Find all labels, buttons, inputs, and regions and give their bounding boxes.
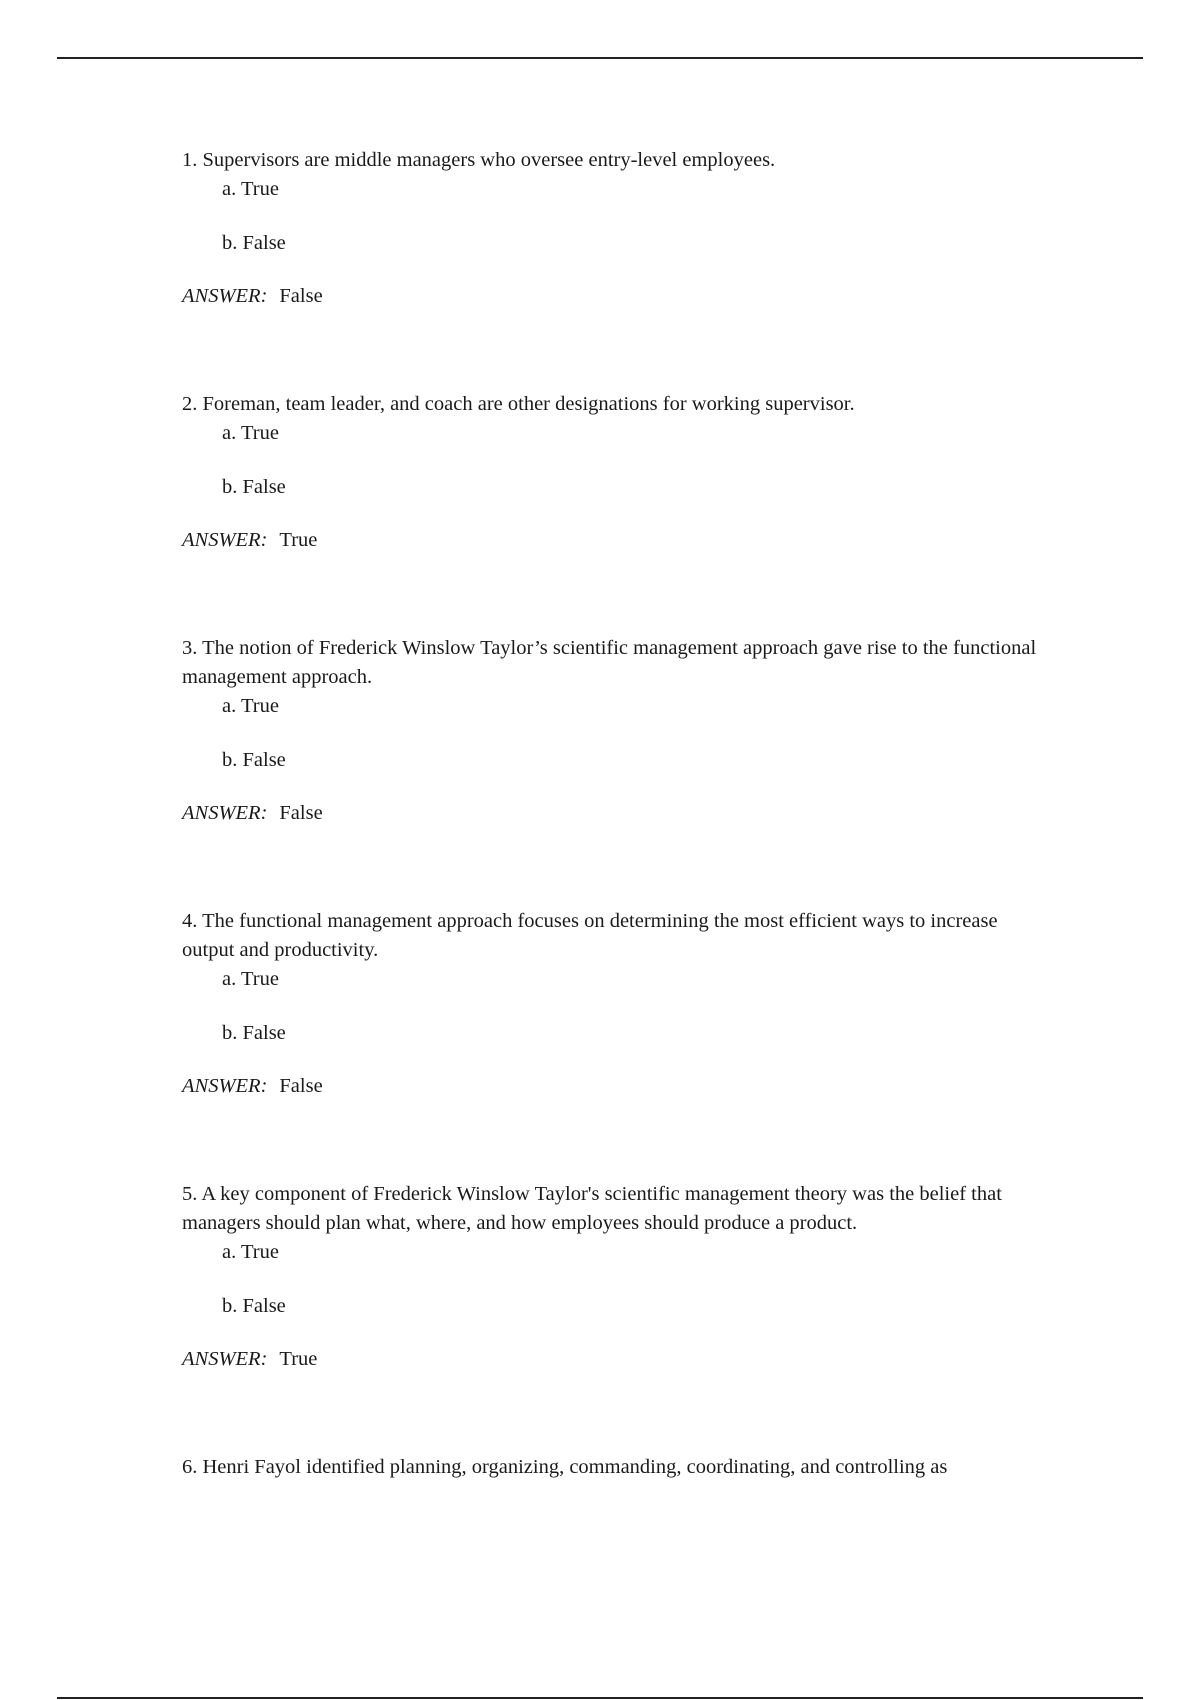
question-6: [182, 1453, 1052, 1482]
answer-line: [182, 282, 1052, 311]
option-true: a. True: [222, 422, 279, 444]
option-true: a. True: [222, 695, 279, 717]
question-text: 6. Henri Fayol identified planning, organizing, commanding, coordinating, and controlling as: [182, 1456, 948, 1478]
option-list: [182, 175, 1052, 258]
option-true: a. True: [222, 968, 279, 990]
answer-line: [182, 1345, 1052, 1374]
option-false: b. False: [222, 749, 286, 771]
answer-label: ANSWER:: [182, 802, 268, 824]
question-4: [182, 907, 1052, 1101]
answer-value: False: [279, 1075, 323, 1097]
top-rule: [57, 57, 1143, 59]
answer-label: ANSWER:: [182, 1075, 268, 1097]
question-list: [182, 146, 1052, 1482]
question-text: 1. Supervisors are middle managers who oversee entry-level employees.: [182, 149, 776, 171]
question-text: 2. Foreman, team leader, and coach are other designations for working supervisor.: [182, 393, 855, 415]
option-list: [182, 419, 1052, 502]
answer-value: False: [279, 285, 323, 307]
option-false: b. False: [222, 1022, 286, 1044]
answer-value: True: [279, 1348, 318, 1370]
answer-label: ANSWER:: [182, 529, 268, 551]
answer-label: ANSWER:: [182, 1348, 268, 1370]
option-list: [182, 965, 1052, 1048]
answer-label: ANSWER:: [182, 285, 268, 307]
question-3: [182, 634, 1052, 828]
question-text: 5. A key component of Frederick Winslow Taylor's scientific management theory was the belief that managers should plan what, where, and how employees should produce a product.: [182, 1183, 1002, 1234]
option-false: b. False: [222, 1295, 286, 1317]
option-true: a. True: [222, 178, 279, 200]
option-list: [182, 692, 1052, 775]
answer-value: False: [279, 802, 323, 824]
option-true: a. True: [222, 1241, 279, 1263]
question-text: 4. The functional management approach focuses on determining the most efficient ways to increase output and productivity.: [182, 910, 998, 961]
answer-line: [182, 799, 1052, 828]
question-1: [182, 146, 1052, 311]
bottom-rule: [57, 1697, 1143, 1699]
answer-value: True: [279, 529, 318, 551]
question-5: [182, 1180, 1052, 1374]
option-list: [182, 1238, 1052, 1321]
option-false: b. False: [222, 232, 286, 254]
question-2: [182, 390, 1052, 555]
answer-line: [182, 1072, 1052, 1101]
answer-line: [182, 526, 1052, 555]
option-false: b. False: [222, 476, 286, 498]
question-text: 3. The notion of Frederick Winslow Taylor’s scientific management approach gave rise to the functional management approach.: [182, 637, 1037, 688]
